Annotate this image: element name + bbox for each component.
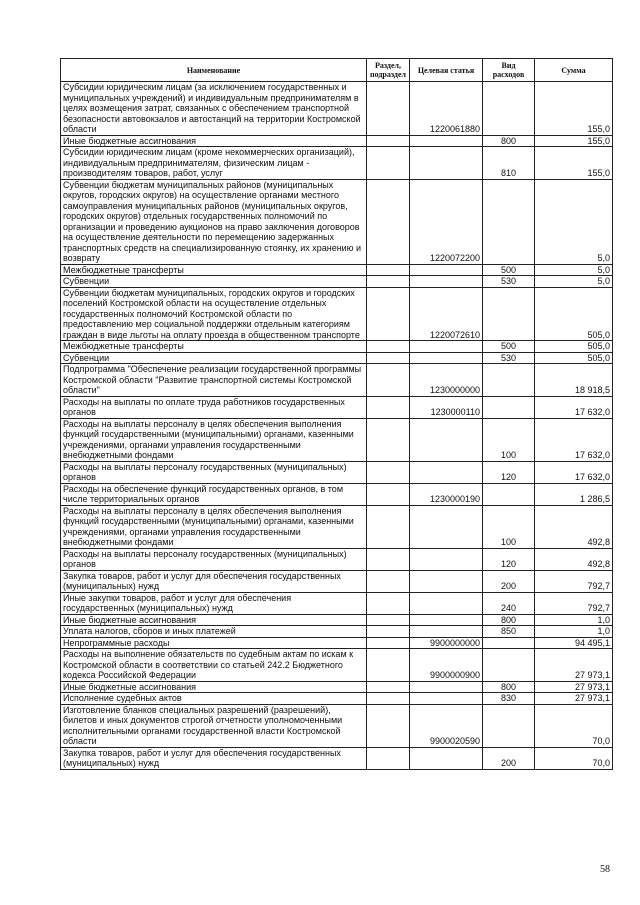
cell-type: 240 bbox=[483, 592, 535, 614]
cell-type bbox=[483, 82, 535, 136]
cell-sum: 492,8 bbox=[535, 505, 613, 548]
cell-target bbox=[410, 626, 483, 638]
header-sum: Сумма bbox=[535, 59, 613, 82]
cell-section bbox=[367, 396, 410, 418]
cell-sum: 27 973,1 bbox=[535, 693, 613, 705]
table-row bbox=[61, 592, 613, 614]
table-row bbox=[61, 649, 613, 682]
cell-sum: 17 632,0 bbox=[535, 396, 613, 418]
cell-section bbox=[367, 747, 410, 769]
table-row bbox=[61, 264, 613, 276]
cell-sum: 27 973,1 bbox=[535, 681, 613, 693]
cell-name: Расходы на выплаты по оплате труда работников государственных органов bbox=[61, 396, 367, 418]
cell-sum: 1 286,5 bbox=[535, 483, 613, 505]
cell-target: 1220061880 bbox=[410, 82, 483, 136]
cell-name: Иные закупки товаров, работ и услуг для обеспечения государственных (муниципальных) нужд bbox=[61, 592, 367, 614]
cell-sum: 792,7 bbox=[535, 592, 613, 614]
cell-name: Субвенции bbox=[61, 352, 367, 364]
cell-section bbox=[367, 693, 410, 705]
cell-name: Иные бюджетные ассигнования bbox=[61, 135, 367, 147]
cell-sum: 5,0 bbox=[535, 276, 613, 288]
cell-section bbox=[367, 681, 410, 693]
cell-name: Уплата налогов, сборов и иных платежей bbox=[61, 626, 367, 638]
cell-target: 9900020590 bbox=[410, 704, 483, 747]
cell-type: 120 bbox=[483, 461, 535, 483]
cell-type: 800 bbox=[483, 681, 535, 693]
table-row bbox=[61, 548, 613, 570]
cell-type: 830 bbox=[483, 693, 535, 705]
header-name: Наименование bbox=[61, 59, 367, 82]
cell-type: 850 bbox=[483, 626, 535, 638]
cell-section bbox=[367, 626, 410, 638]
cell-name: Расходы на выплаты персоналу в целях обеспечения выполнения функций государственными (муниципальными) органами, казенными учреждениями, органами управления государственными внебюджетными фондами bbox=[61, 418, 367, 461]
cell-name: Субвенции бюджетам муниципальных районов (муниципальных округов, городских округов) на осуществление органами местного самоуправления муниципальных районов (муниципальных округов, городских округов) отдельных государственных полномочий по организации и проведению аукционов на право заключения договоров на осуществление деятельности по перемещению задержанных транспортных средств на специализированную стоянку, их хранению и возврату bbox=[61, 179, 367, 264]
cell-type: 800 bbox=[483, 135, 535, 147]
cell-sum: 155,0 bbox=[535, 82, 613, 136]
cell-sum: 5,0 bbox=[535, 264, 613, 276]
table-row bbox=[61, 287, 613, 341]
cell-target bbox=[410, 352, 483, 364]
cell-sum: 492,8 bbox=[535, 548, 613, 570]
cell-type: 810 bbox=[483, 147, 535, 180]
cell-target bbox=[410, 276, 483, 288]
cell-type: 530 bbox=[483, 352, 535, 364]
cell-name: Субсидии юридическим лицам (кроме некоммерческих организаций), индивидуальным предпринимателям, физическим лицам - производителям товаров, работ, услуг bbox=[61, 147, 367, 180]
cell-name: Исполнение судебных актов bbox=[61, 693, 367, 705]
table-row bbox=[61, 505, 613, 548]
cell-name: Закупка товаров, работ и услуг для обеспечения государственных (муниципальных) нужд bbox=[61, 747, 367, 769]
cell-target: 1220072200 bbox=[410, 179, 483, 264]
header-type: Вид расходов bbox=[483, 59, 535, 82]
cell-target bbox=[410, 461, 483, 483]
cell-section bbox=[367, 287, 410, 341]
table-row bbox=[61, 483, 613, 505]
cell-target bbox=[410, 264, 483, 276]
cell-section bbox=[367, 548, 410, 570]
cell-sum: 1,0 bbox=[535, 626, 613, 638]
cell-name: Субвенции бюджетам муниципальных, городских округов и городских поселений Костромской области на осуществление отдельных государственных полномочий Костромской области по предоставлению мер социальной поддержки отдельным категориям граждан в виде льготы на оплату проезда в общественном транспорте bbox=[61, 287, 367, 341]
cell-sum: 155,0 bbox=[535, 147, 613, 180]
cell-target bbox=[410, 693, 483, 705]
cell-name: Межбюджетные трансферты bbox=[61, 264, 367, 276]
cell-section bbox=[367, 276, 410, 288]
cell-type: 500 bbox=[483, 264, 535, 276]
table-row bbox=[61, 135, 613, 147]
cell-type: 200 bbox=[483, 747, 535, 769]
cell-type bbox=[483, 287, 535, 341]
table-row bbox=[61, 147, 613, 180]
cell-section bbox=[367, 135, 410, 147]
cell-name: Иные бюджетные ассигнования bbox=[61, 614, 367, 626]
cell-sum: 70,0 bbox=[535, 704, 613, 747]
cell-target: 1230000110 bbox=[410, 396, 483, 418]
cell-section bbox=[367, 264, 410, 276]
cell-name: Субсидии юридическим лицам (за исключением государственных и муниципальных учреждений) и индивидуальным предпринимателям в целях возмещения затрат, связанных с обеспечением транспортной безопасности автовокзалов и автостанций на территории Костромской области bbox=[61, 82, 367, 136]
cell-section bbox=[367, 614, 410, 626]
table-row bbox=[61, 364, 613, 397]
table-body bbox=[61, 82, 613, 770]
cell-type bbox=[483, 704, 535, 747]
cell-target: 1220072610 bbox=[410, 287, 483, 341]
cell-type bbox=[483, 179, 535, 264]
cell-sum: 505,0 bbox=[535, 287, 613, 341]
header-target: Целевая статья bbox=[410, 59, 483, 82]
budget-table bbox=[60, 58, 613, 770]
table-row bbox=[61, 681, 613, 693]
table-row bbox=[61, 704, 613, 747]
cell-sum: 1,0 bbox=[535, 614, 613, 626]
cell-section bbox=[367, 483, 410, 505]
cell-section bbox=[367, 592, 410, 614]
cell-sum: 17 632,0 bbox=[535, 461, 613, 483]
cell-type: 530 bbox=[483, 276, 535, 288]
cell-target bbox=[410, 418, 483, 461]
cell-sum: 70,0 bbox=[535, 747, 613, 769]
cell-section bbox=[367, 352, 410, 364]
cell-section bbox=[367, 179, 410, 264]
cell-name: Закупка товаров, работ и услуг для обеспечения государственных (муниципальных) нужд bbox=[61, 570, 367, 592]
cell-sum: 94 495,1 bbox=[535, 637, 613, 649]
cell-section bbox=[367, 649, 410, 682]
cell-target: 9900000900 bbox=[410, 649, 483, 682]
cell-type bbox=[483, 649, 535, 682]
cell-target bbox=[410, 135, 483, 147]
cell-name: Расходы на выплаты персоналу государственных (муниципальных) органов bbox=[61, 461, 367, 483]
cell-name: Изготовление бланков специальных разрешений (разрешений), билетов и иных документов строгой отчетности уполномоченными исполнительными органами государственной власти Костромской области bbox=[61, 704, 367, 747]
cell-section bbox=[367, 418, 410, 461]
page-number: 58 bbox=[600, 864, 610, 875]
cell-section bbox=[367, 570, 410, 592]
cell-target bbox=[410, 505, 483, 548]
cell-sum: 18 918,5 bbox=[535, 364, 613, 397]
cell-type bbox=[483, 396, 535, 418]
cell-sum: 505,0 bbox=[535, 352, 613, 364]
cell-type bbox=[483, 364, 535, 397]
table-row bbox=[61, 396, 613, 418]
cell-section bbox=[367, 364, 410, 397]
table-row bbox=[61, 82, 613, 136]
cell-name: Субвенции bbox=[61, 276, 367, 288]
cell-type: 100 bbox=[483, 418, 535, 461]
cell-target bbox=[410, 147, 483, 180]
table-row bbox=[61, 693, 613, 705]
table-row bbox=[61, 614, 613, 626]
cell-sum: 155,0 bbox=[535, 135, 613, 147]
cell-type: 120 bbox=[483, 548, 535, 570]
cell-section bbox=[367, 147, 410, 180]
cell-target: 1230000190 bbox=[410, 483, 483, 505]
cell-section bbox=[367, 704, 410, 747]
table-row bbox=[61, 276, 613, 288]
cell-sum: 17 632,0 bbox=[535, 418, 613, 461]
table-row bbox=[61, 418, 613, 461]
cell-section bbox=[367, 637, 410, 649]
table-row bbox=[61, 341, 613, 353]
cell-type bbox=[483, 483, 535, 505]
table-row bbox=[61, 747, 613, 769]
cell-target bbox=[410, 747, 483, 769]
cell-section bbox=[367, 341, 410, 353]
cell-name: Расходы на обеспечение функций государственных органов, в том числе территориальных органов bbox=[61, 483, 367, 505]
cell-name: Расходы на выплаты персоналу государственных (муниципальных) органов bbox=[61, 548, 367, 570]
table-row bbox=[61, 626, 613, 638]
cell-section bbox=[367, 461, 410, 483]
cell-section bbox=[367, 82, 410, 136]
table-row bbox=[61, 352, 613, 364]
cell-type: 200 bbox=[483, 570, 535, 592]
cell-sum: 792,7 bbox=[535, 570, 613, 592]
cell-sum: 505,0 bbox=[535, 341, 613, 353]
cell-type: 800 bbox=[483, 614, 535, 626]
cell-target bbox=[410, 681, 483, 693]
cell-section bbox=[367, 505, 410, 548]
cell-type bbox=[483, 637, 535, 649]
cell-target bbox=[410, 570, 483, 592]
cell-sum: 5,0 bbox=[535, 179, 613, 264]
table-row bbox=[61, 570, 613, 592]
cell-target bbox=[410, 548, 483, 570]
cell-name: Расходы на выплаты персоналу в целях обеспечения выполнения функций государственными (муниципальными) органами, казенными учреждениями, органами управления государственными внебюджетными фондами bbox=[61, 505, 367, 548]
cell-target: 9900000000 bbox=[410, 637, 483, 649]
table-row bbox=[61, 461, 613, 483]
header-section: Раздел, подраздел bbox=[367, 59, 410, 82]
cell-name: Иные бюджетные ассигнования bbox=[61, 681, 367, 693]
cell-type: 100 bbox=[483, 505, 535, 548]
cell-target bbox=[410, 614, 483, 626]
cell-target bbox=[410, 592, 483, 614]
cell-name: Непрограммные расходы bbox=[61, 637, 367, 649]
document-page bbox=[60, 58, 612, 770]
cell-target bbox=[410, 341, 483, 353]
table-header-row bbox=[61, 59, 613, 82]
cell-sum: 27 973,1 bbox=[535, 649, 613, 682]
cell-type: 500 bbox=[483, 341, 535, 353]
cell-target: 1230000000 bbox=[410, 364, 483, 397]
cell-name: Межбюджетные трансферты bbox=[61, 341, 367, 353]
cell-name: Расходы на выполнение обязательств по судебным актам по искам к Костромской области в соответствии со статьей 242.2 Бюджетного кодекса Российской Федерации bbox=[61, 649, 367, 682]
table-row bbox=[61, 637, 613, 649]
cell-name: Подпрограмма "Обеспечение реализации государственной программы Костромской области "Развитие транспортной системы Костромской области" bbox=[61, 364, 367, 397]
table-row bbox=[61, 179, 613, 264]
